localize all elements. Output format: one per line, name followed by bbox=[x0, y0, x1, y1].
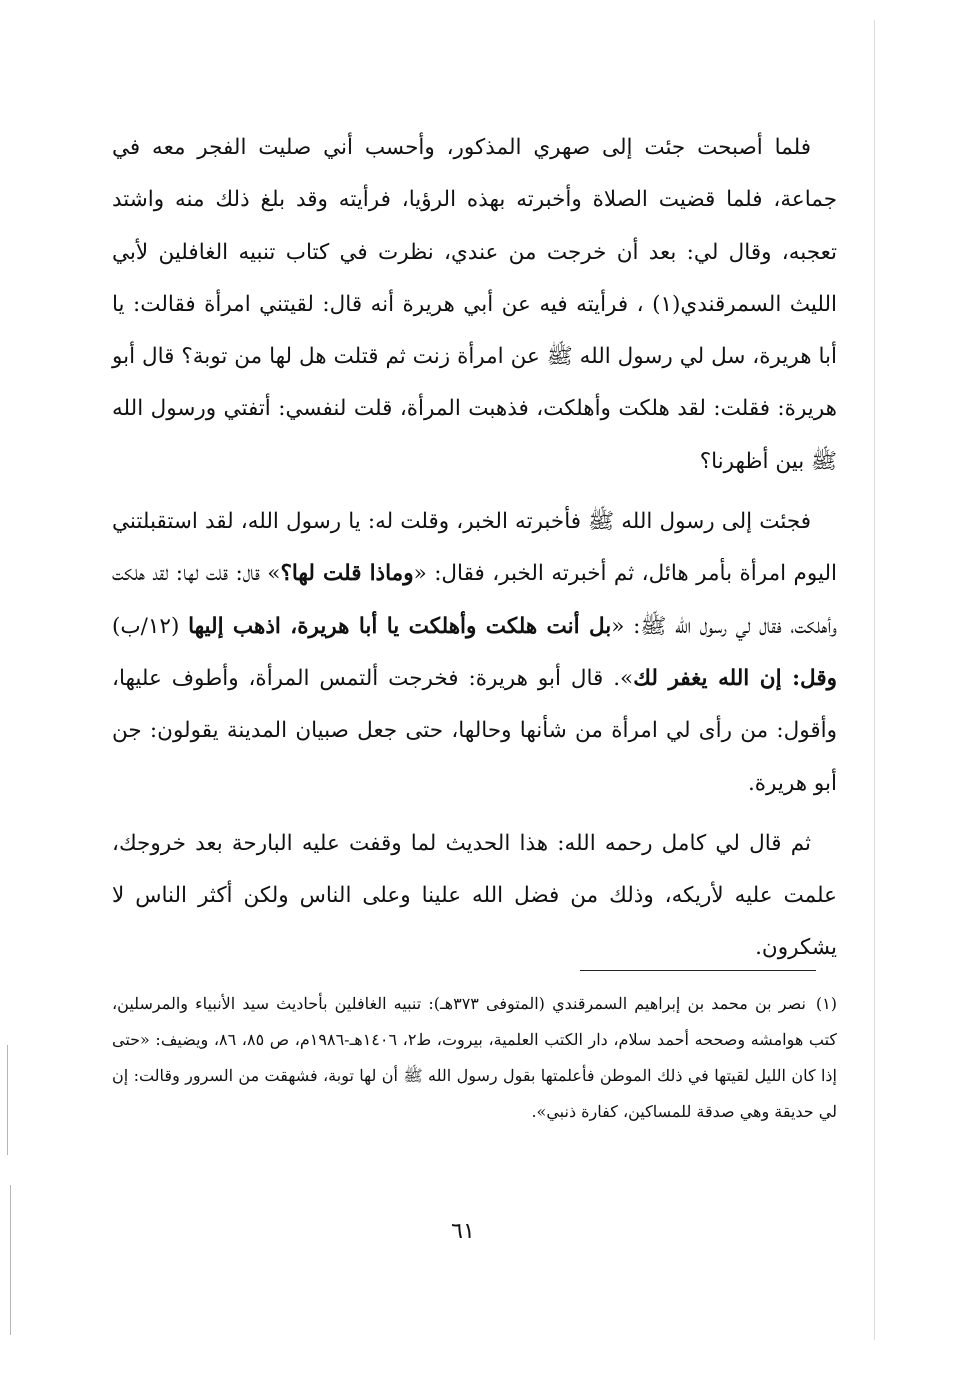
footnote-text: نصر بن محمد بن إبراهيم السمرقندي (المتوفى ٣٧٣هـ): تنبيه الغافلين بأحاديث سيد الأنبياء والمرسلين، كتب هوامشه وصححه أحمد سلام، دار الكتب العلمية، بيروت، ط٢، ١٤٠٦هـ-١٩٨٦م، ص ٨٥، ٨٦، ويضيف: «حتى إذا كان الليل لقيتها في ذلك الموطن فأعلمتها بقول رسول الله ﷺ أن لها توبة، فشهقت من السرور وقالت: إن لي حديقة وهي صدقة للمساكين، كفارة ذنبي». bbox=[112, 994, 838, 1121]
paragraph-3 bbox=[112, 818, 837, 975]
footnote-reference: (١) bbox=[652, 291, 681, 317]
scan-edge-line bbox=[7, 1045, 8, 1155]
footnote bbox=[112, 986, 837, 1130]
paragraph-2 bbox=[112, 496, 837, 810]
hadith-quote: بل أنت هلكت وأهلكت يا أبا هريرة، اذهب إليها bbox=[188, 613, 612, 639]
paragraph-2-text: ». قال أبو هريرة: فخرجت ألتمس المرأة، وأطوف عليها، وأقول: من رأى لي امرأة من شأنها وحالها، حتى جعل صبيان المدينة يقولون: جن أبو هريرة. bbox=[112, 665, 837, 796]
paragraph-2-text: فجئت إلى رسول الله ﷺ فأخبرته الخبر، وقلت له: يا رسول الله، لقد استقبلتني اليوم امرأة بأمر هائل، ثم أخبرته الخبر، فقال: « bbox=[112, 509, 837, 587]
paragraph-1-text: فلما أصبحت جئت إلى صهري المذكور، وأحسب أني صليت الفجر معه في جماعة، فلما قضيت الصلاة وأخبرته بهذه الرؤيا، فرأيته وقد بلغ ذلك منه واشتد تعجبه، وقال لي: بعد أن خرجت من عندي، نظرت في كتاب تنبيه الغافلين لأبي الليث السمرقندي bbox=[112, 135, 838, 317]
paragraph-3-text: ثم قال لي كامل رحمه الله: هذا الحديث لما وقفت عليه البارحة بعد خروجك، علمت عليه لأريكه، وذلك من فضل الله علينا وعلى الناس ولكن أكثر الناس لا يشكرون. bbox=[112, 830, 837, 961]
paragraph-1-continuation: ، فرأيته فيه عن أبي هريرة أنه قال: لقيتني امرأة فقالت: يا أبا هريرة، سل لي رسول الله ﷺ عن امرأة زنت ثم قتلت هل لها من توبة؟ قال أبو هريرة: فقلت: لقد هلكت وأهلكت، فذهبت المرأة، قلت لنفسي: أتفتي ورسول الله ﷺ بين أظهرنا؟ bbox=[112, 291, 837, 474]
paragraph-2-text: » قال: قلت لها: لقد هلكت وأهلكت، فقال لي رسول الله ﷺ: « bbox=[112, 561, 837, 639]
hadith-quote: وماذا قلت لها؟ bbox=[280, 561, 414, 587]
footnote-marker: (١) bbox=[815, 994, 838, 1013]
scan-edge-line bbox=[10, 1185, 11, 1335]
page-number: ٦١ bbox=[451, 1219, 475, 1244]
main-text bbox=[112, 122, 837, 975]
manuscript-folio-reference: (١٢/ب) bbox=[112, 613, 189, 639]
scan-edge-line bbox=[874, 20, 875, 1340]
hadith-quote: وقل: إن الله يغفر لك bbox=[633, 665, 837, 691]
paragraph-1 bbox=[112, 122, 837, 488]
footnote-separator bbox=[580, 970, 816, 971]
